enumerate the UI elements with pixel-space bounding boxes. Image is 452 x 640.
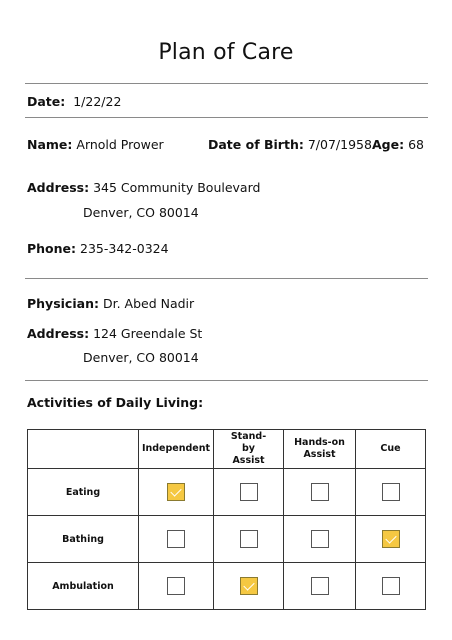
patient-name: Arnold Prower xyxy=(76,137,164,152)
patient-age: 68 xyxy=(408,137,424,152)
patient-address-label: Address: xyxy=(27,180,90,195)
age-label: Age: xyxy=(372,137,405,152)
table-row xyxy=(28,469,426,516)
dob-label: Date of Birth: xyxy=(208,137,304,152)
adl-table xyxy=(27,429,426,610)
adl-heading: Activities of Daily Living: xyxy=(27,395,204,410)
row-label: Bathing xyxy=(28,516,139,563)
checkbox-ambulation-independent[interactable] xyxy=(167,577,185,595)
divider xyxy=(25,117,428,118)
row-label: Eating xyxy=(28,469,139,516)
patient-address-row xyxy=(27,180,260,195)
phone-label: Phone: xyxy=(27,241,77,256)
age-row xyxy=(372,137,424,152)
date-row xyxy=(27,94,121,109)
checkbox-bathing-cue[interactable] xyxy=(382,530,400,548)
name-row xyxy=(27,137,164,152)
divider xyxy=(25,380,428,381)
page-title: Plan of Care xyxy=(158,40,294,65)
adl-header-corner xyxy=(28,430,139,469)
physician-label: Physician: xyxy=(27,296,99,311)
physician-address-label: Address: xyxy=(27,326,90,341)
checkbox-eating-standby[interactable] xyxy=(240,483,258,501)
adl-col-standby-assist: Stand-by Assist xyxy=(214,430,284,469)
patient-address-line2: Denver, CO 80014 xyxy=(83,205,199,220)
checkbox-ambulation-cue[interactable] xyxy=(382,577,400,595)
row-label: Ambulation xyxy=(28,563,139,610)
checkbox-ambulation-standby[interactable] xyxy=(240,577,258,595)
physician-address-line2: Denver, CO 80014 xyxy=(83,350,199,365)
physician-address-row xyxy=(27,326,202,341)
adl-col-independent: Independent xyxy=(139,430,214,469)
date-value: 1/22/22 xyxy=(73,94,122,109)
physician-row xyxy=(27,296,194,311)
checkbox-bathing-standby[interactable] xyxy=(240,530,258,548)
date-label: Date: xyxy=(27,94,66,109)
phone-row xyxy=(27,241,169,256)
checkbox-eating-cue[interactable] xyxy=(382,483,400,501)
patient-phone: 235-342-0324 xyxy=(80,241,169,256)
physician-address-line1: 124 Greendale St xyxy=(93,326,203,341)
checkbox-eating-handson[interactable] xyxy=(311,483,329,501)
divider xyxy=(25,278,428,279)
checkbox-bathing-handson[interactable] xyxy=(311,530,329,548)
name-label: Name: xyxy=(27,137,73,152)
divider xyxy=(25,83,428,84)
physician-name: Dr. Abed Nadir xyxy=(102,296,195,311)
checkbox-bathing-independent[interactable] xyxy=(167,530,185,548)
adl-header-row xyxy=(28,430,426,469)
dob-row xyxy=(208,137,372,152)
adl-col-cue: Cue xyxy=(356,430,426,469)
table-row xyxy=(28,563,426,610)
checkbox-ambulation-handson[interactable] xyxy=(311,577,329,595)
patient-address-line1: 345 Community Boulevard xyxy=(93,180,261,195)
patient-dob: 7/07/1958 xyxy=(307,137,372,152)
table-row xyxy=(28,516,426,563)
adl-col-handson-assist: Hands-on Assist xyxy=(284,430,356,469)
checkbox-eating-independent[interactable] xyxy=(167,483,185,501)
